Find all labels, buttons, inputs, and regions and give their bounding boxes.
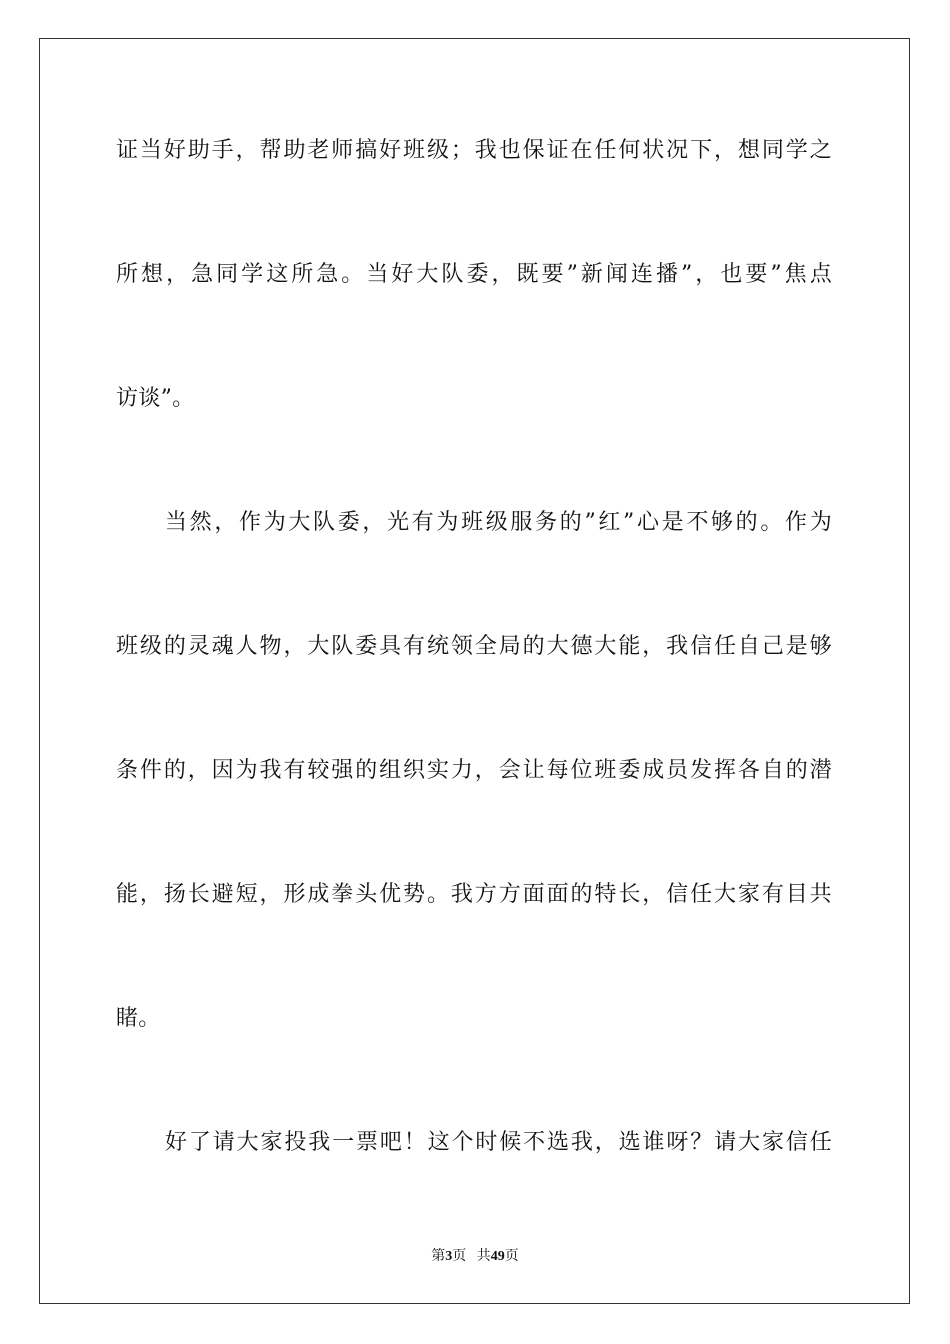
page-current: 3	[445, 1249, 453, 1264]
page-total: 49	[490, 1249, 505, 1264]
text-line-5: 班级的灵魂人物，大队委具有统领全局的大德大能，我信任自己是够	[116, 634, 832, 659]
total-suffix: 页	[504, 1249, 519, 1264]
text-line-6: 条件的，因为我有较强的组织实力，会让每位班委成员发挥各自的潜	[116, 758, 832, 783]
text-line-1: 证当好助手，帮助老师搞好班级；我也保证在任何状况下，想同学之	[116, 138, 832, 163]
page-prefix: 第	[431, 1249, 446, 1264]
text-line-7: 能，扬长避短，形成拳头优势。我方方面面的特长，信任大家有目共	[116, 882, 832, 907]
text-line-4: 当然，作为大队委，光有为班级服务的”红”心是不够的。作为	[165, 510, 832, 535]
total-prefix: 共	[476, 1249, 491, 1264]
text-line-9: 好了请大家投我一票吧！这个时候不选我，选谁呀？请大家信任	[165, 1130, 832, 1155]
page-border	[39, 38, 910, 1304]
text-line-8: 睹。	[116, 1006, 161, 1031]
text-line-3: 访谈”。	[116, 386, 195, 411]
page-suffix: 页	[452, 1249, 467, 1264]
text-line-2: 所想，急同学这所急。当好大队委，既要”新闻连播”，也要”焦点	[116, 262, 832, 287]
page-footer	[0, 1245, 950, 1265]
